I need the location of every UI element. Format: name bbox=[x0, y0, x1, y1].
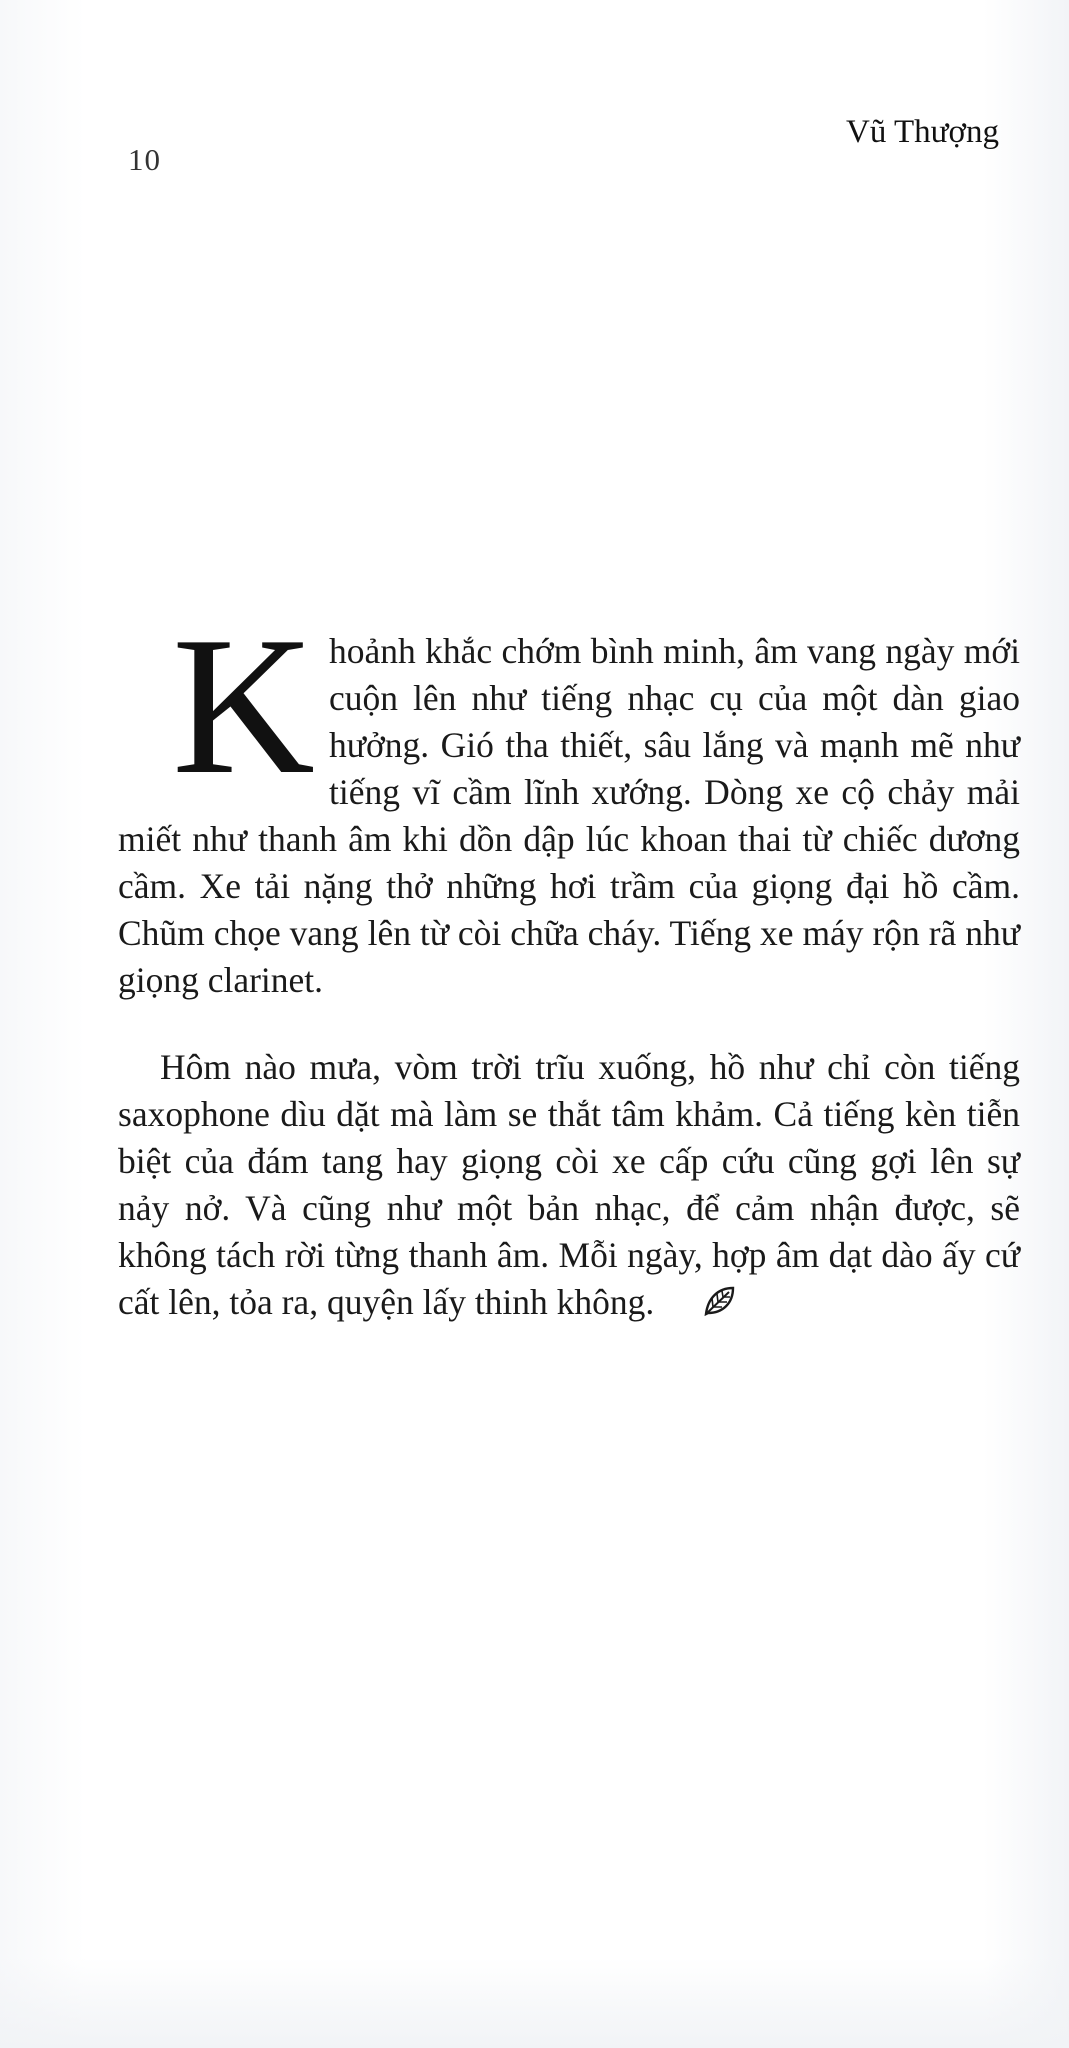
page-number: 10 bbox=[128, 142, 161, 177]
running-head-author: Vũ Thượng bbox=[846, 114, 999, 150]
page-bottom-edge bbox=[0, 1958, 1069, 2048]
paragraph-2-text: Hôm nào mưa, vòm trời trĩu xuống, hồ như chỉ còn tiếng saxophone dìu dặt mà làm se thắt tâm khảm. Cả tiếng kèn tiễn biệt của đám tang hay giọng còi xe cấp cứu cũng gợi lên sự nảy nở. Và cũng như một bản nhạc, để cảm nhận được, sẽ không tách rời từng thanh âm. Mỗi ngày, hợp âm dạt dào ấy cứ cất lên, tỏa ra, quyện lấy thinh không. bbox=[118, 1047, 1020, 1322]
paragraph-2 bbox=[118, 1044, 1020, 1326]
leaf-icon bbox=[660, 1283, 694, 1317]
paragraph-1 bbox=[118, 596, 1020, 1004]
article-body bbox=[118, 596, 1020, 1326]
drop-cap: K bbox=[172, 596, 315, 815]
paragraph-1-text: hoảnh khắc chớm bình minh, âm vang ngày mới cuộn lên như tiếng nhạc cụ của một dàn giao hưởng. Gió tha thiết, sâu lắng và mạnh mẽ như tiếng vĩ cầm lĩnh xướng. Dòng xe cộ chảy mải miết như thanh âm khi dồn dập lúc khoan thai từ chiếc dương cầm. Xe tải nặng thở những hơi trầm của giọng đại hồ cầm. Chũm chọe vang lên từ còi chữa cháy. Tiếng xe máy rộn rã như giọng clarinet. bbox=[118, 631, 1020, 1000]
